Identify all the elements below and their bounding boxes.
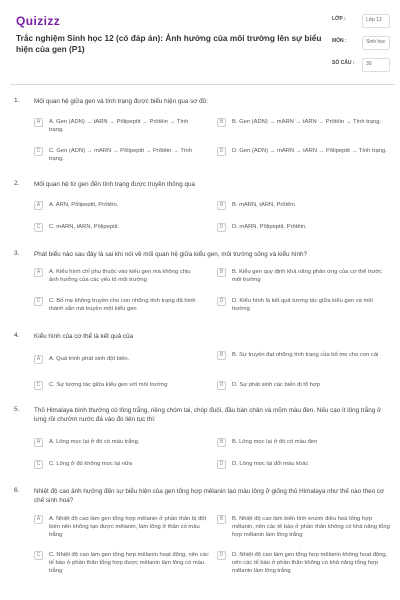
option-text: A. Kiểu hình chỉ phụ thuộc vào kiểu gen mà không chịu ảnh hưởng của các yếu tố môi trường [49,269,191,284]
option-text: D. Nhiệt độ cao làm gen tổng hợp mêlanin không hoạt động, nên các tế bào ở phần thân không có khả năng tổng hợp mêlanin làm lông trắng [232,552,388,575]
option-text: A. Gen (ADN) → tARN → Pôlipeptit → Prôtêin → Tính trạng. [49,119,189,134]
option-text: A. Lông mọc lại ở đó có màu trắng. [49,439,140,445]
option-letter-box: A [34,438,43,447]
question-text: Thỏ Himalaya bình thường có lông trắng, riêng chóm tai, chóp đuôi, đầu bàn chân và mõm màu đen. Nếu cạo ít lông trắng ở lưng rồi chườm nước đá vào đó liên tục thì: [34,407,382,423]
question-number: 3. [14,250,20,257]
option-text: D. Lông mọc lại đổi màu khác [232,461,309,467]
option-letter-box: B [217,515,226,524]
option-text: D. Kiểu hình là kết quả tương tác giữa kiểu gen và môi trường [232,298,373,313]
option-letter-box: A [34,201,43,210]
question-text: Kiểu hình của cơ thể là kết quả của [34,333,133,340]
page-title: Trắc nghiệm Sinh học 12 (có đáp án): Ảnh hưởng của môi trường lên sự biểu hiện của gen (P1) [16,33,322,54]
option-text: C. Lông ở đó không mọc lại nữa [49,461,133,467]
option-text: B. Sự truyền đạt những tính trạng của bố mẹ cho con cái [232,352,379,358]
option-text: B. Kiểu gen quy định khả năng phản ứng của cơ thể trước môi trường [232,269,383,284]
option-text: D. mARN, Pôlipeptit, Prôtêin. [232,224,307,230]
question-text: Mối quan hệ từ gen đến tính trạng được truyền thông qua [34,181,195,188]
option-text: D. Gen (ADN) → mARN → tARN → Pôlipeptit → Tính trạng. [232,148,387,154]
option-letter-box: B [217,268,226,277]
question-number: 2. [14,180,20,187]
option-letter-box: D [217,460,226,469]
option-text: B. Nhiệt độ cao làm biến tính enzim điều hoà tổng hợp mêlanin, nên các tế bào ở phần thân không có khả năng tổng hợp mêlanin làm lông trắng [232,516,390,539]
option-text: B. Lông mọc lại ở đó có màu đen [232,439,318,445]
option-letter-box: D [217,297,226,306]
meta-count-value: 30 [362,58,390,72]
meta-count [332,58,395,80]
option-letter-box: B [217,438,226,447]
question-text: Phát biểu nào sau đây là sai khi nói về mối quan hệ giữa kiểu gen, môi trường sống và kiểu hình? [34,251,308,258]
option-letter-box: B [217,118,226,127]
meta-count-label: SỐ CÂU : [332,60,355,66]
option-letter-box: A [34,515,43,524]
option-letter-box: D [217,147,226,156]
option-letter-box: C [34,381,43,390]
option-letter-box: C [34,460,43,469]
question-text: Mối quan hệ giữa gen và tính trạng được biểu hiện qua sơ đồ: [34,98,208,105]
option-text: C. Sự tương tác giữa kiểu gen với môi trường [49,382,168,388]
option-text: B. mARN, tARN, Prôtêin [232,202,295,208]
question-number: 5. [14,406,20,413]
question-number: 6. [14,487,20,494]
option-letter-box: A [34,268,43,277]
option-text: A. Quá trình phát sinh đột biến. [49,356,130,362]
option-letter-box: D [217,551,226,560]
option-text: A. Nhiệt độ cao làm gen tổng hợp mêlanin ở phần thân bị đột biến nên không tạo được mêlanin, làm lông ở thân có màu trắng [49,516,207,539]
option-text: A. ARN, Pôlipeptit, Prôtêin. [49,202,119,208]
meta-subject-label: MÔN : [332,38,347,44]
option-letter-box: A [34,118,43,127]
option-letter-box: D [217,381,226,390]
option-text: C. mARN, tARN, Pôlipeptit. [49,224,120,230]
meta-class-value: Lớp 12 [362,14,390,28]
option-text: D. Sự phát sinh các biến dị tổ hợp [232,382,320,388]
option-text: C. Nhiệt độ cao làm gen tổng hợp mêlanin hoạt động, nên các tế bào ở phần thân tổng hợp được mêlanin làm lông có màu trắng [49,552,209,575]
header-divider [10,84,395,85]
question-number: 4. [14,332,20,339]
meta-subject [332,36,395,58]
option-letter-box: C [34,223,43,232]
option-letter-box: C [34,147,43,156]
option-text: B. Gen (ADN) → mARN → tARN → Prôtêin → Tính trạng. [232,119,382,125]
quizizz-logo: Quizizz [16,14,61,28]
option-text: C. Bố mẹ không truyền cho con những tính trạng đã hình thành sẵn mà truyền một kiểu gen [49,298,196,313]
option-letter-box: B [217,201,226,210]
question-text: Nhiệt độ cao ảnh hưởng đến sự biểu hiện của gen tổng hợp mêlanin tạo màu lông ở giống thỏ Himalaya như thế nào theo cơ chế sinh hoá? [34,488,385,504]
option-letter-box: B [217,351,226,360]
question-number: 1. [14,97,20,104]
meta-subject-value: Sinh học [362,36,390,50]
option-letter-box: A [34,355,43,364]
meta-panel [332,14,395,80]
option-letter-box: C [34,551,43,560]
option-letter-box: C [34,297,43,306]
option-text: C. Gen (ADN) → mARN → Pôlipeptit → Prôtêin → Tính trạng. [49,148,192,163]
meta-class [332,14,395,36]
worksheet-header [10,10,395,82]
option-letter-box: D [217,223,226,232]
meta-class-label: LỚP : [332,16,346,22]
